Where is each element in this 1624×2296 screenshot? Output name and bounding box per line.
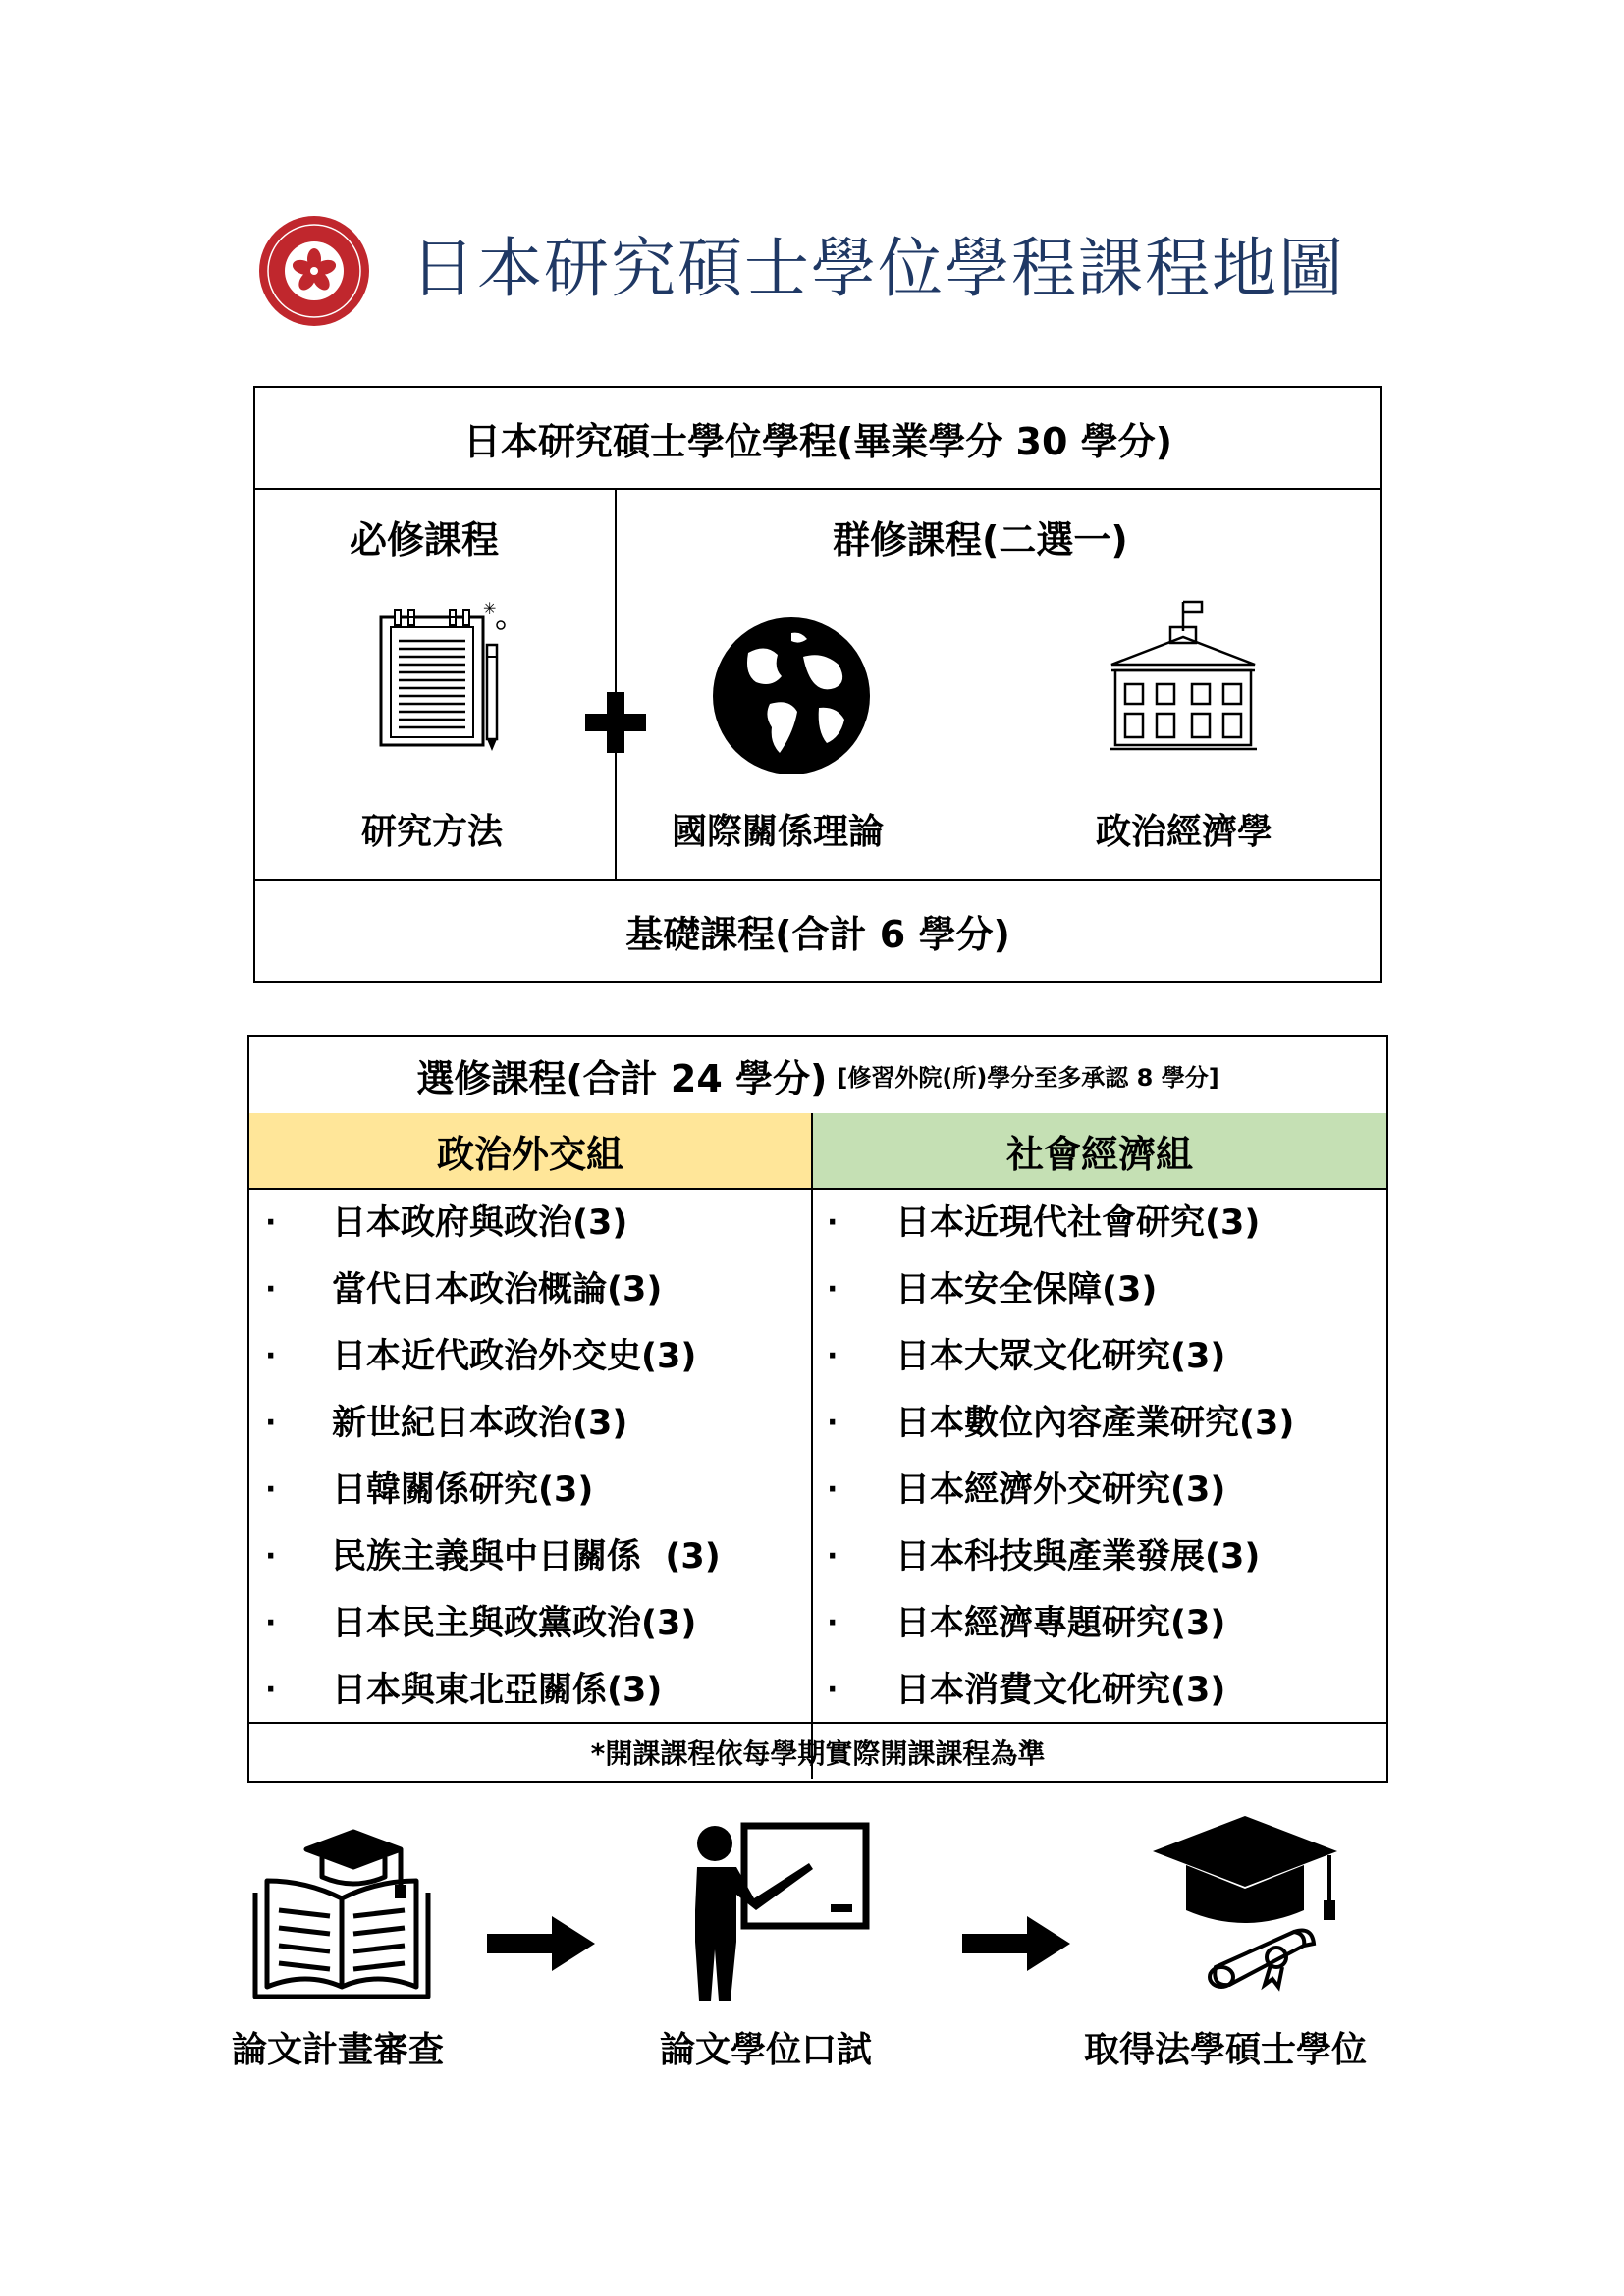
core-table-footer: 基礎課程(合計 6 學分) <box>255 879 1380 981</box>
thesis-proposal-book-icon <box>247 1822 434 1999</box>
list-item: 日本科技與產業發展(3) <box>895 1537 1261 1576</box>
globe-icon <box>709 614 874 778</box>
required-course-research-methods: 研究方法 <box>361 812 504 852</box>
arrow-right-icon <box>962 1916 1070 1971</box>
core-table-body <box>255 488 1380 881</box>
core-curriculum-table <box>253 386 1382 983</box>
government-building-icon <box>1100 598 1267 755</box>
list-bullet: · <box>265 1272 277 1307</box>
list-item: 日韓關係研究(3) <box>332 1470 594 1510</box>
list-item: 日本近代政治外交史(3) <box>332 1337 697 1376</box>
list-item: 日本經濟專題研究(3) <box>895 1604 1226 1643</box>
list-item: 日本政府與政治(3) <box>332 1203 628 1243</box>
society-economy-course-list <box>813 1190 1386 1779</box>
group-header-politics-diplomacy: 政治外交組 <box>249 1113 811 1190</box>
list-item: 日本經濟外交研究(3) <box>895 1470 1226 1510</box>
list-item: 日本消費文化研究(3) <box>895 1671 1226 1710</box>
svg-text:✳: ✳ <box>483 599 497 617</box>
list-bullet: · <box>827 1406 839 1440</box>
elective-table-footer: *開課課程依每學期實際開課課程為準 <box>249 1722 1386 1781</box>
list-item: 日本與東北亞關係(3) <box>332 1671 663 1710</box>
plus-icon <box>585 692 646 753</box>
page-title: 日本研究碩士學位學程課程地圖 <box>410 231 1345 306</box>
core-table-title: 日本研究碩士學位學程(畢業學分 30 學分) <box>255 388 1380 490</box>
list-bullet: · <box>265 1606 277 1640</box>
list-item: 民族主義與中日關係 (3) <box>332 1537 721 1576</box>
list-bullet: · <box>265 1339 277 1373</box>
list-bullet: · <box>265 1673 277 1707</box>
list-item: 當代日本政治概論(3) <box>332 1270 663 1309</box>
list-item: 新世紀日本政治(3) <box>332 1404 628 1443</box>
list-bullet: · <box>827 1606 839 1640</box>
elective-curriculum-table <box>247 1035 1388 1783</box>
group-course-political-economy: 政治經濟學 <box>1096 812 1273 852</box>
core-divider <box>615 488 617 881</box>
list-bullet: · <box>827 1272 839 1307</box>
list-item: 日本近現代社會研究(3) <box>895 1203 1261 1243</box>
list-item: 日本大眾文化研究(3) <box>895 1337 1226 1376</box>
group-header-society-economy: 社會經濟組 <box>813 1113 1386 1190</box>
list-item: 日本安全保障(3) <box>895 1270 1158 1309</box>
list-bullet: · <box>827 1539 839 1574</box>
elective-credit-note: [修習外院(所)學分至多承認 8 學分] <box>837 1063 1219 1092</box>
list-bullet: · <box>827 1673 839 1707</box>
list-bullet: · <box>265 1406 277 1440</box>
list-item: 日本數位內容產業研究(3) <box>895 1404 1295 1443</box>
list-bullet: · <box>827 1472 839 1507</box>
graduation-cap-diploma-icon <box>1147 1812 1343 1999</box>
list-bullet: · <box>827 1205 839 1240</box>
step-thesis-proposal-review: 論文計畫審查 <box>232 2030 445 2070</box>
oral-defense-teacher-icon <box>683 1822 870 2004</box>
list-bullet: · <box>265 1539 277 1574</box>
list-item: 日本民主與政黨政治(3) <box>332 1604 697 1643</box>
elective-table-title <box>249 1037 1386 1115</box>
list-bullet: · <box>265 1472 277 1507</box>
program-logo <box>257 214 371 328</box>
list-bullet: · <box>827 1339 839 1373</box>
group-course-ir-theory: 國際關係理論 <box>672 812 885 852</box>
elective-title-text: 選修課程(合計 24 學分) <box>416 1056 828 1100</box>
required-heading: 必修課程 <box>350 518 500 561</box>
politics-diplomacy-course-list <box>249 1190 811 1779</box>
step-obtain-master-degree: 取得法學碩士學位 <box>1084 2030 1368 2070</box>
notepad-pencil-icon <box>373 598 511 755</box>
step-thesis-oral-defense: 論文學位口試 <box>660 2030 873 2070</box>
arrow-right-icon <box>487 1916 595 1971</box>
list-bullet: · <box>265 1205 277 1240</box>
elective-group-heading: 群修課程(二選一) <box>833 518 1128 561</box>
